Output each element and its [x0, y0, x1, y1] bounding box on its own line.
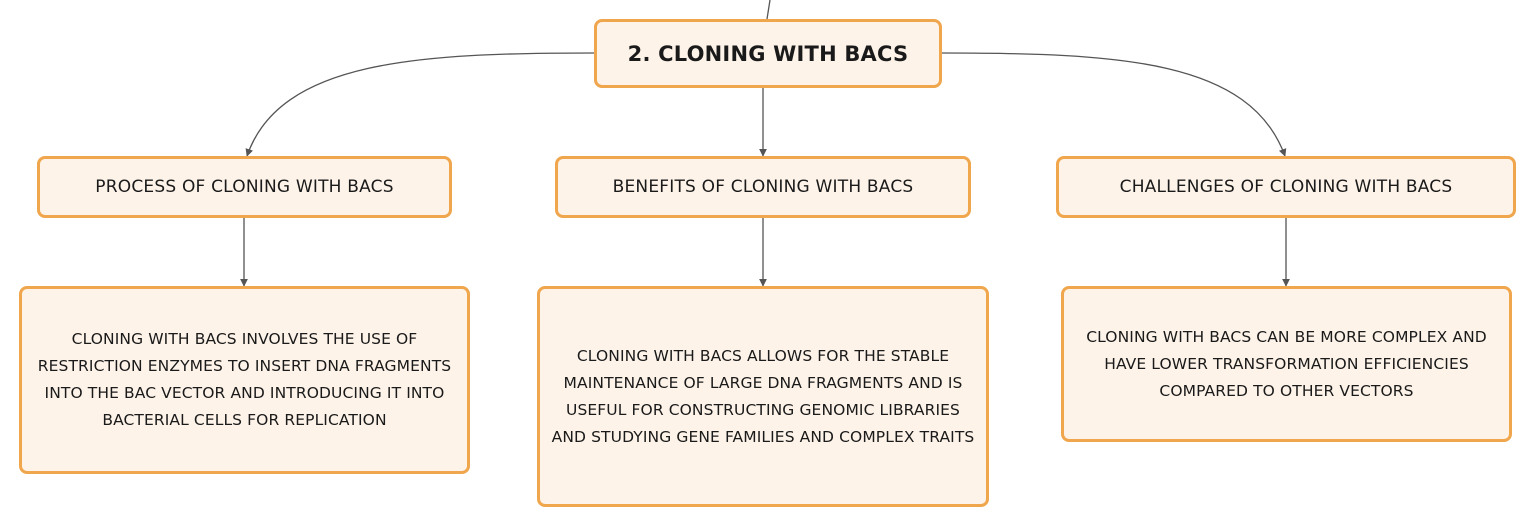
branch-label-benefits: BENEFITS OF CLONING WITH BACS [612, 177, 914, 197]
connector-root-to-challenges [942, 53, 1285, 156]
detail-text-challenges: CLONING WITH BACS CAN BE MORE COMPLEX AND HAVE LOWER TRANSFORMATION EFFICIENCIES COMPARED TO OTHER VECTORS [1086, 327, 1487, 400]
detail-node-benefits[interactable] [537, 286, 989, 507]
branch-node-benefits[interactable] [555, 156, 971, 218]
detail-text-process: CLONING WITH BACS INVOLVES THE USE OF RESTRICTION ENZYMES TO INSERT DNA FRAGMENTS INTO THE BAC VECTOR AND INTRODUCING IT INTO BACTERIAL CELLS FOR REPLICATION [37, 330, 452, 429]
connector-root-to-process [247, 53, 594, 156]
detail-node-challenges[interactable] [1061, 286, 1512, 442]
branch-label-process: PROCESS OF CLONING WITH BACS [95, 177, 394, 197]
root-node[interactable] [594, 19, 942, 88]
incoming-connector [767, 0, 770, 19]
branch-label-challenges: CHALLENGES OF CLONING WITH BACS [1119, 177, 1453, 197]
detail-node-process[interactable] [19, 286, 470, 474]
root-label: 2. CLONING WITH BACS [627, 41, 909, 66]
detail-text-benefits: CLONING WITH BACS ALLOWS FOR THE STABLE MAINTENANCE OF LARGE DNA FRAGMENTS AND IS USEFUL FOR CONSTRUCTING GENOMIC LIBRARIES AND STUDYING GENE FAMILIES AND COMPLEX TRAITS [551, 346, 975, 446]
branch-node-process[interactable] [37, 156, 452, 218]
branch-node-challenges[interactable] [1056, 156, 1516, 218]
